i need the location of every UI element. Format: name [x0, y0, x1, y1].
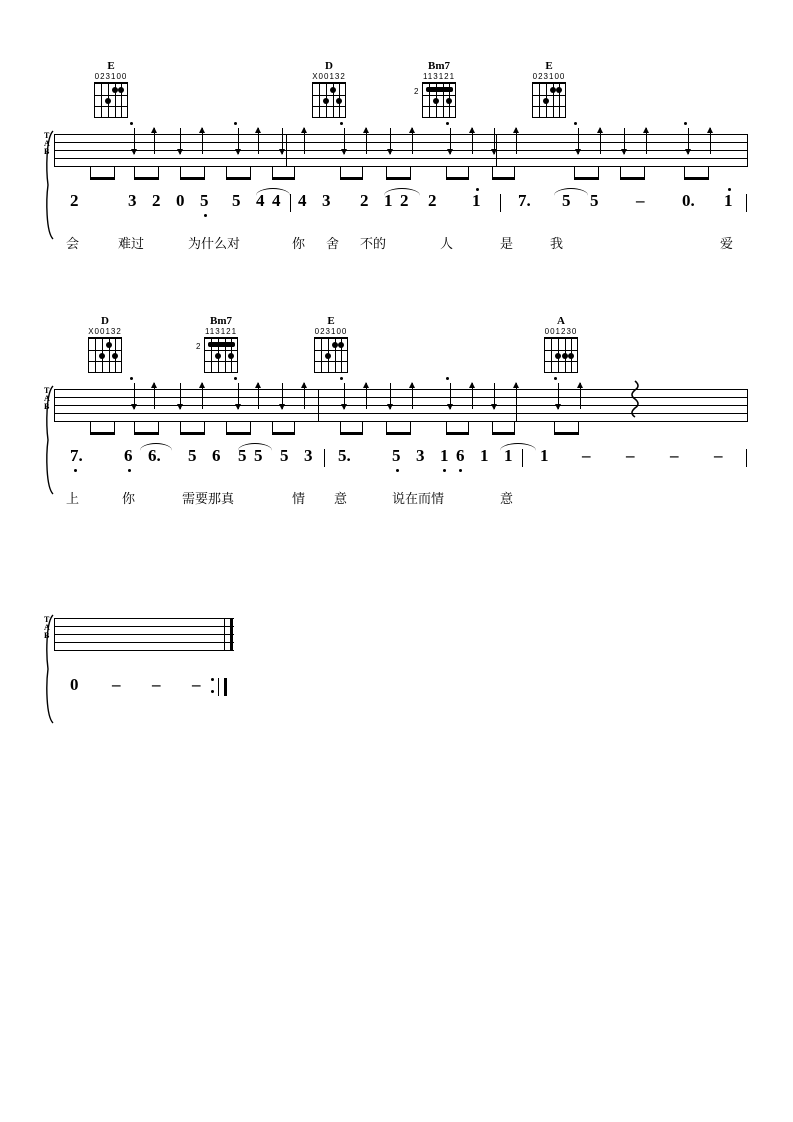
tab-clef-letters: T A B	[44, 386, 50, 411]
note: 6	[124, 446, 133, 465]
note: –	[112, 675, 121, 694]
lyric: 情	[292, 491, 306, 506]
chord-diagram-e-2	[526, 60, 572, 118]
note: 5	[392, 446, 401, 465]
tab-clef-letters: T A B	[44, 131, 50, 156]
note: 5	[232, 191, 241, 210]
note: 5	[280, 446, 289, 465]
lyric: 你	[122, 491, 136, 506]
chord-grid	[544, 337, 578, 373]
note: 7.	[518, 191, 531, 210]
chord-grid	[312, 82, 346, 118]
note: 5	[254, 446, 263, 465]
chord-grid	[196, 337, 238, 373]
note: –	[192, 675, 201, 694]
note: 3	[128, 191, 137, 210]
chord-base-fret: 2	[196, 342, 201, 351]
note: 6	[212, 446, 221, 465]
note: 2	[400, 191, 409, 210]
chord-diagram-bm7	[416, 60, 462, 118]
note: 2	[70, 191, 79, 210]
lyric: 是	[500, 236, 514, 251]
chord-diagram-e	[308, 315, 354, 373]
rhythm-stems-3	[54, 650, 748, 670]
chord-grid	[94, 82, 128, 118]
note: 5	[562, 191, 571, 210]
note: –	[582, 446, 591, 465]
note: 5	[188, 446, 197, 465]
lyric: 人	[440, 236, 454, 251]
note: 5	[200, 191, 209, 210]
lyric: 你	[292, 236, 306, 251]
chord-base-fret: 2	[414, 87, 419, 96]
chord-name: E	[107, 60, 115, 72]
chord-diagram-d	[82, 315, 128, 373]
chord-fingering: 001230	[544, 327, 578, 336]
note: 2	[152, 191, 161, 210]
chord-grid	[88, 337, 122, 373]
chord-fingering: 023100	[314, 327, 348, 336]
lyric: 我	[550, 236, 564, 251]
note: 3	[416, 446, 425, 465]
note: 2	[428, 191, 437, 210]
lyric: 意	[334, 491, 348, 506]
tab-staff-3	[44, 614, 748, 670]
numbered-notation-row-2	[48, 447, 748, 483]
strum-pattern-2	[54, 377, 748, 425]
chord-fingering: X00132	[312, 72, 346, 81]
music-system-2	[44, 315, 748, 517]
lyric: 需要那真	[182, 491, 235, 506]
music-system-3	[44, 612, 748, 712]
tab-staff-lines	[54, 618, 234, 652]
lyrics-row-2	[48, 491, 748, 517]
note: 1	[540, 446, 549, 465]
chord-grid	[532, 82, 566, 118]
note: 1	[480, 446, 489, 465]
note: 5	[590, 191, 599, 210]
numbered-notation-row-3	[48, 676, 748, 712]
chord-diagram-e	[88, 60, 134, 118]
lyric: 难过	[118, 236, 145, 251]
rhythm-stems-1	[54, 166, 748, 186]
chord-diagram-a	[538, 315, 584, 373]
chord-name: D	[325, 60, 333, 72]
lyrics-row-1	[48, 236, 748, 262]
chord-fingering: 113121	[422, 72, 456, 81]
chord-name: E	[545, 60, 553, 72]
note: –	[636, 191, 645, 210]
note: 0.	[682, 191, 695, 210]
note: 0	[70, 675, 79, 694]
lyric: 上	[66, 491, 80, 506]
tab-staff-1	[44, 130, 748, 186]
chord-fingering: 113121	[204, 327, 238, 336]
lyric: 舍	[326, 236, 340, 251]
tab-clef-letters: T A B	[44, 615, 50, 640]
lyric: 说在而情	[392, 491, 445, 506]
chord-name: A	[557, 315, 565, 327]
chord-name: E	[327, 315, 335, 327]
strum-pattern-1	[54, 122, 748, 170]
note: 1	[472, 191, 481, 210]
lyric: 意	[500, 491, 514, 506]
note: –	[626, 446, 635, 465]
chord-diagram-bm7	[198, 315, 244, 373]
arpeggio-squiggle-icon	[628, 379, 642, 419]
note: 7.	[70, 446, 83, 465]
rhythm-stems-2	[54, 421, 748, 441]
note: 4	[256, 191, 265, 210]
chord-fingering: 023100	[94, 72, 128, 81]
note: –	[670, 446, 679, 465]
note: 1	[724, 191, 733, 210]
note: 1	[384, 191, 393, 210]
note: 6	[456, 446, 465, 465]
lyric: 不的	[360, 236, 387, 251]
note: 6.	[148, 446, 161, 465]
chord-name: D	[101, 315, 109, 327]
lyric: 为什么对	[188, 236, 241, 251]
note: 0	[176, 191, 185, 210]
chord-fingering: X00132	[88, 327, 122, 336]
note: 1	[504, 446, 513, 465]
music-system-1	[44, 60, 748, 262]
note: 3	[322, 191, 331, 210]
chord-name: Bm7	[428, 60, 450, 72]
lyric: 会	[66, 236, 80, 251]
chord-diagram-row-2	[48, 315, 748, 383]
note: –	[714, 446, 723, 465]
chord-fingering: 023100	[532, 72, 566, 81]
chord-grid	[314, 337, 348, 373]
note: 5	[238, 446, 247, 465]
chord-diagram-d	[306, 60, 352, 118]
note: 4	[298, 191, 307, 210]
lyric: 爱	[720, 236, 734, 251]
note: –	[152, 675, 161, 694]
note: 4	[272, 191, 281, 210]
note: 3	[304, 446, 313, 465]
chord-diagram-row-1	[48, 60, 748, 128]
note: 2	[360, 191, 369, 210]
numbered-notation-row-1	[48, 192, 748, 228]
note: 5.	[338, 446, 351, 465]
chord-name: Bm7	[210, 315, 232, 327]
chord-grid	[414, 82, 456, 118]
tab-staff-2	[44, 385, 748, 441]
note: 1	[440, 446, 449, 465]
